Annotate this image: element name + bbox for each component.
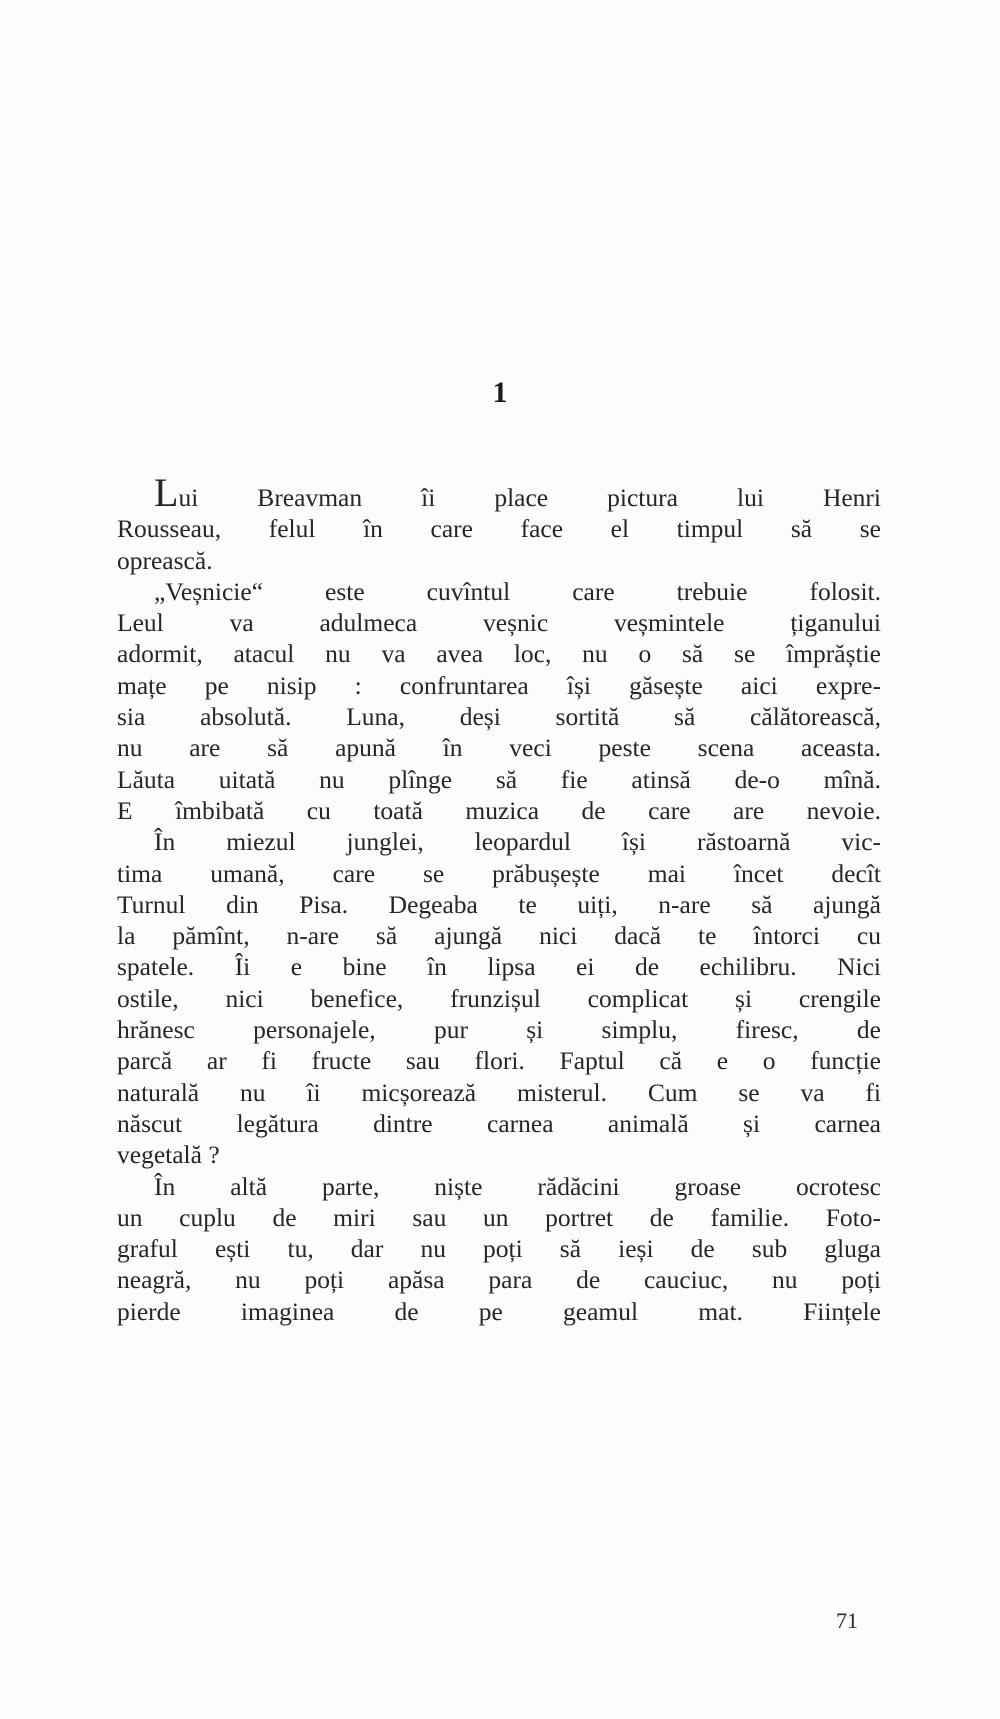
text-line: născut legătura dintre carnea animală și carnea xyxy=(117,1108,881,1138)
text-line: hrănesc personajele, pur și simplu, firesc, de xyxy=(117,1015,881,1045)
page-number: 71 xyxy=(836,1608,858,1633)
text-line: spatele. Îi e bine în lipsa ei de echilibru. Nici xyxy=(117,952,881,982)
text-line: mațe pe nisip : confruntarea își găsește aici expre- xyxy=(117,670,881,700)
text-line: În altă parte, niște rădăcini groase ocrotesc xyxy=(154,1171,881,1201)
text-line: vegetală ? xyxy=(117,1140,220,1170)
text-line: tima umană, care se prăbușește mai încet decît xyxy=(117,858,881,888)
text-line: ostile, nici benefice, frunzișul complicat și crengile xyxy=(117,983,881,1013)
text-line: neagră, nu poți apăsa para de cauciuc, nu poți xyxy=(117,1265,881,1295)
body-text xyxy=(117,470,881,1327)
text-line: un cuplu de miri sau un portret de familie. Foto- xyxy=(117,1202,881,1232)
text-line: În miezul junglei, leopardul își răstoarnă vic- xyxy=(154,827,881,857)
text-line: E îmbibată cu toată muzica de care are nevoie. xyxy=(117,795,881,825)
text-line: la pămînt, n-are să ajungă nici dacă te întorci cu xyxy=(117,921,881,951)
text-line: parcă ar fi fructe sau flori. Faptul că e o funcție xyxy=(117,1046,881,1076)
text-line: „Veșnicie“ este cuvîntul care trebuie folosit. xyxy=(154,576,881,606)
first-line-text: ui Breavman îi place pictura lui Henri xyxy=(178,483,881,512)
text-line: adormit, atacul nu va avea loc, nu o să se împrăștie xyxy=(117,639,881,669)
text-line-first xyxy=(117,470,881,515)
text-line: Leul va adulmeca veșnic veșmintele țiganului xyxy=(117,608,881,638)
text-line: Turnul din Pisa. Degeaba te uiți, n-are să ajungă xyxy=(117,889,881,919)
text-lines xyxy=(117,513,881,1327)
text-line: graful ești tu, dar nu poți să ieși de sub gluga xyxy=(117,1234,881,1264)
chapter-number: 1 xyxy=(492,376,508,409)
text-line: sia absolută. Luna, deși sortită să călătorească, xyxy=(117,702,881,732)
text-line: nu are să apună în veci peste scena aceasta. xyxy=(117,733,881,763)
text-line: Rousseau, felul în care face el timpul să se xyxy=(117,514,881,544)
text-line: pierde imaginea de pe geamul mat. Ființele xyxy=(117,1296,881,1326)
text-line: naturală nu îi micșorează misterul. Cum se va fi xyxy=(117,1077,881,1107)
text-line: oprească. xyxy=(117,545,213,575)
text-line: Lăuta uitată nu plînge să fie atinsă de-o mînă. xyxy=(117,764,881,794)
drop-cap: L xyxy=(154,470,179,515)
